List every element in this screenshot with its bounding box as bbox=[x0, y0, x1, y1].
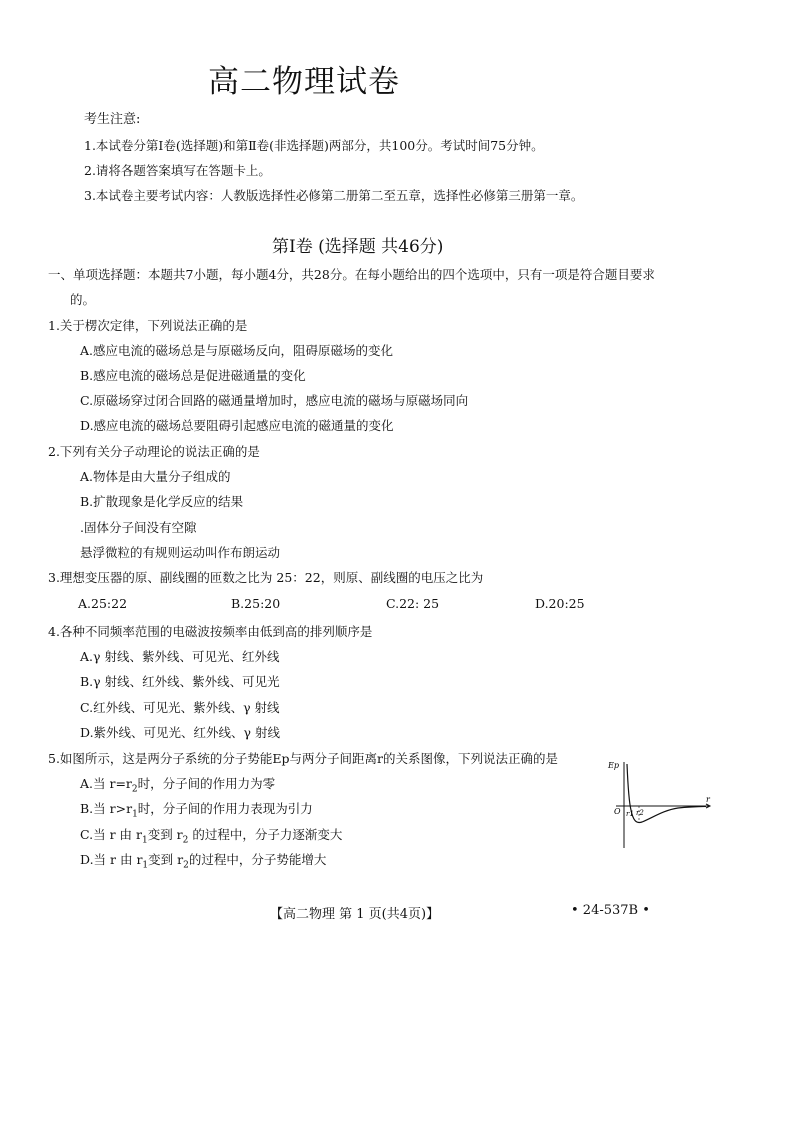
question-5-option-c: C.当 r 由 $r_1$变到 $r_2$ 的过程中，分子力逐渐变大 bbox=[80, 827, 343, 846]
graph-r2-label: r2 bbox=[636, 809, 644, 817]
question-1-option-d: D.感应电流的磁场总要阻碍引起感应电流的磁通量的变化 bbox=[80, 418, 394, 433]
section-title: 第Ⅰ卷 (选择题 共46分) bbox=[272, 237, 444, 257]
question-4-option-c: C.红外线、可见光、紫外线、γ 射线 bbox=[80, 700, 280, 715]
question-3-option-b: B.25:20 bbox=[231, 596, 281, 611]
question-1-option-c: C.原磁场穿过闭合回路的磁通量增加时，感应电流的磁场与原磁场同向 bbox=[80, 393, 469, 408]
question-3-stem: 3.理想变压器的原、副线圈的匝数之比为 25：22，则原、副线圈的电压之比为 bbox=[48, 570, 484, 585]
question-5-option-a: A.当 $r=r_2$时，分子间的作用力为零 bbox=[80, 776, 276, 795]
question-1-stem: 1.关于楞次定律，下列说法正确的是 bbox=[48, 318, 248, 333]
footer-code: • 24-537B • bbox=[571, 903, 650, 918]
notice-item-2: 2.请将各题答案填写在答题卡上。 bbox=[84, 163, 271, 178]
question-2-option-b: B.扩散现象是化学反应的结果 bbox=[80, 494, 244, 509]
graph-r1-label: r1 bbox=[626, 810, 634, 818]
footer-page-info: 【高二物理 第 1 页(共4页)】 bbox=[270, 907, 440, 922]
page-title: 高二物理试卷 bbox=[208, 64, 400, 100]
notice-item-3: 3.本试卷主要考试内容：人教版选择性必修第二册第二至五章，选择性必修第三册第一章。 bbox=[84, 188, 584, 203]
question-2-option-c: .固体分子间没有空隙 bbox=[80, 520, 197, 535]
notice-heading: 考生注意: bbox=[84, 112, 141, 127]
graph-y-label: Ep bbox=[608, 761, 619, 770]
graph-origin-label: O bbox=[614, 807, 621, 816]
question-4-option-a: A.γ 射线、紫外线、可见光、红外线 bbox=[80, 649, 280, 664]
question-5-stem: 5.如图所示，这是两分子系统的分子势能Ep与两分子间距离r的关系图像，下列说法正确的是 bbox=[48, 751, 559, 766]
question-1-option-b: B.感应电流的磁场总是促进磁通量的变化 bbox=[80, 368, 306, 383]
question-4-option-d: D.紫外线、可见光、红外线、γ 射线 bbox=[80, 725, 280, 740]
question-3-option-a: A.25:22 bbox=[78, 596, 128, 611]
question-2-option-d: 悬浮微粒的有规则运动叫作布朗运动 bbox=[80, 545, 281, 560]
graph-x-label: r bbox=[706, 795, 710, 804]
question-5-option-b: B.当 $r>r_1$时，分子间的作用力表现为引力 bbox=[80, 801, 313, 820]
question-5-option-d: D.当 r 由 $r_1$变到 $r_2$的过程中，分子势能增大 bbox=[80, 852, 327, 871]
part1-intro-line1: 一、单项选择题：本题共7小题，每小题4分，共28分。在每小题给出的四个选项中，只有一项是符合题目要求 bbox=[48, 267, 655, 282]
question-2-stem: 2.下列有关分子动理论的说法正确的是 bbox=[48, 444, 260, 459]
question-4-option-b: B.γ 射线、红外线、紫外线、可见光 bbox=[80, 674, 280, 689]
question-2-option-a: A.物体是由大量分子组成的 bbox=[80, 469, 231, 484]
question-4-stem: 4.各种不同频率范围的电磁波按频率由低到高的排列顺序是 bbox=[48, 624, 373, 639]
potential-energy-graph bbox=[606, 758, 716, 850]
question-1-option-a: A.感应电流的磁场总是与原磁场反向，阻碍原磁场的变化 bbox=[80, 343, 394, 358]
question-3-option-d: D.20:25 bbox=[535, 596, 585, 611]
part1-intro-line2: 的。 bbox=[70, 292, 96, 307]
question-3-option-c: C.22: 25 bbox=[386, 596, 440, 611]
notice-item-1: 1.本试卷分第Ⅰ卷(选择题)和第Ⅱ卷(非选择题)两部分，共100分。考试时间75分钟。 bbox=[84, 138, 544, 153]
